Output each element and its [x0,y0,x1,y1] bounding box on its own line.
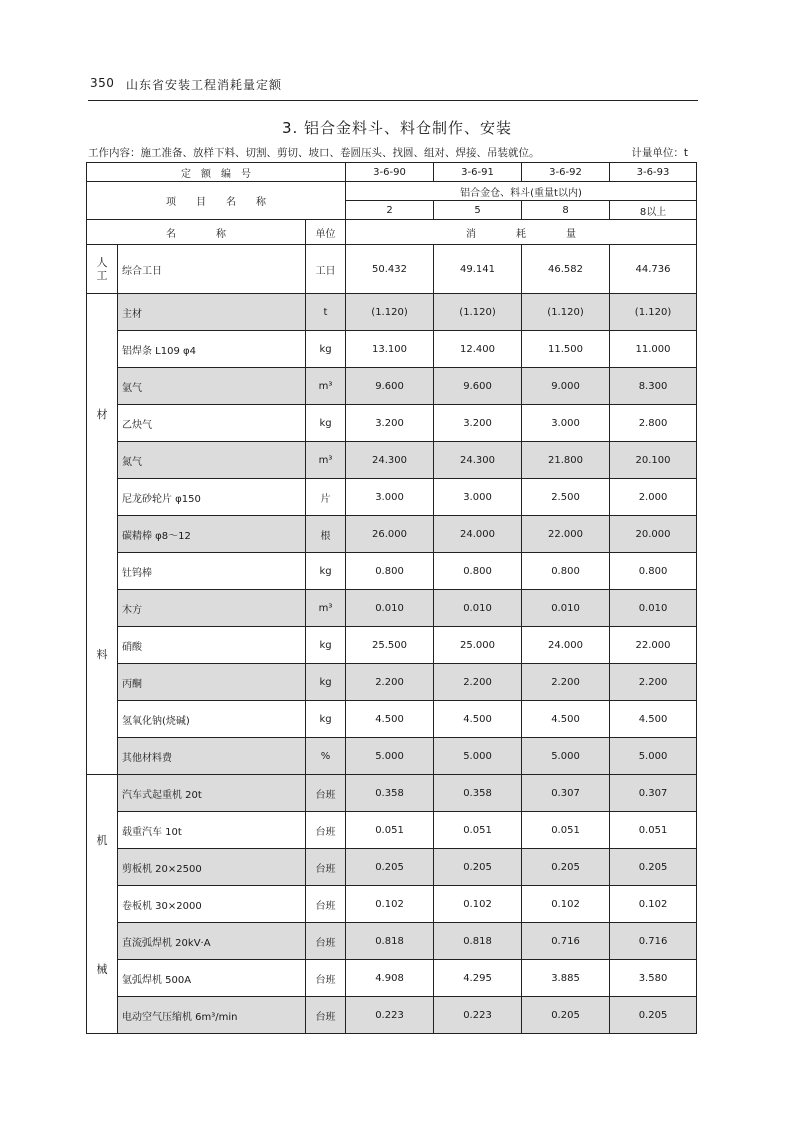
item-value: 0.818 [434,923,522,960]
item-value: 0.102 [346,886,434,923]
item-value: 0.800 [346,553,434,590]
item-value: 0.818 [346,923,434,960]
table-row [87,738,697,775]
quota-code-label: 定 额 编 号 [87,163,346,182]
item-value: 0.010 [522,590,610,627]
table-row [87,368,697,405]
item-value: 0.205 [522,997,610,1034]
item-unit: 根 [306,516,346,553]
item-value: 3.000 [522,405,610,442]
item-value: 13.100 [346,331,434,368]
item-value: 0.010 [610,590,697,627]
item-unit: kg [306,405,346,442]
item-unit: 台班 [306,849,346,886]
item-value: 49.141 [434,245,522,294]
item-value: 46.582 [522,245,610,294]
quota-code: 3-6-91 [434,163,522,182]
unit-header: 单位 [306,220,346,245]
item-name: 电动空气压缩机 6m³/min [118,997,306,1034]
item-name: 氩气 [118,368,306,405]
category-material [87,294,118,775]
item-value: 9.000 [522,368,610,405]
size-header: 8 [522,201,610,220]
item-value: 9.600 [434,368,522,405]
item-value: 2.200 [610,664,697,701]
group-header: 铝合金仓、料斗(重量t以内) [346,182,697,201]
item-name: 氩弧焊机 500A [118,960,306,997]
table-row [87,775,697,812]
item-value: 0.307 [610,775,697,812]
item-value: 3.885 [522,960,610,997]
size-header: 2 [346,201,434,220]
category-label: 料 [96,648,108,661]
item-unit: 工日 [306,245,346,294]
item-name: 乙炔气 [118,405,306,442]
item-value: 0.051 [522,812,610,849]
item-value: 0.223 [434,997,522,1034]
table-row [87,960,697,997]
table-row [87,812,697,849]
item-value: 5.000 [434,738,522,775]
item-value: 4.500 [610,701,697,738]
item-value: 0.205 [610,997,697,1034]
item-name: 碳精棒 φ8～12 [118,516,306,553]
category-label: 材 [96,408,108,421]
table-row [87,664,697,701]
item-value: 0.800 [522,553,610,590]
item-name: 其他材料费 [118,738,306,775]
name-header: 名 称 [87,220,306,245]
item-unit: kg [306,627,346,664]
item-value: 0.205 [522,849,610,886]
item-name: 载重汽车 10t [118,812,306,849]
item-value: (1.120) [522,294,610,331]
item-value: 9.600 [346,368,434,405]
table-row [87,405,697,442]
table-row [87,923,697,960]
item-value: 4.500 [522,701,610,738]
item-unit: 台班 [306,923,346,960]
item-value: 12.400 [434,331,522,368]
item-value: 25.500 [346,627,434,664]
item-name: 综合工日 [118,245,306,294]
page-number: 350 [90,76,115,90]
work-content: 工作内容：施工准备、放样下料、切割、剪切、坡口、卷圆压头、找圆、组对、焊接、吊装就位。 [88,147,540,159]
item-value: 0.102 [434,886,522,923]
item-unit: m³ [306,590,346,627]
item-unit: 台班 [306,775,346,812]
table-row [87,886,697,923]
table-row [87,331,697,368]
section-title: 3. 铝合金料斗、料仓制作、安装 [281,119,513,137]
item-value: 25.000 [434,627,522,664]
item-value: 3.000 [434,479,522,516]
work-content-line [88,145,698,160]
item-unit: kg [306,664,346,701]
item-name: 钍钨棒 [118,553,306,590]
item-value: 3.580 [610,960,697,997]
quota-code: 3-6-92 [522,163,610,182]
item-value: 0.102 [610,886,697,923]
item-value: 20.100 [610,442,697,479]
category-machine [87,775,118,1034]
item-value: 2.800 [610,405,697,442]
table-row [87,479,697,516]
item-value: 2.500 [522,479,610,516]
size-header: 5 [434,201,522,220]
item-value: 2.000 [610,479,697,516]
item-value: 3.000 [346,479,434,516]
category-labor [87,245,118,294]
item-value: 5.000 [522,738,610,775]
table-row [87,442,697,479]
table-row [87,553,697,590]
item-value: 22.000 [522,516,610,553]
item-name: 主材 [118,294,306,331]
item-value: 5.000 [346,738,434,775]
item-value: 24.300 [346,442,434,479]
item-name: 丙酮 [118,664,306,701]
item-value: 2.200 [346,664,434,701]
category-label: 机 [96,833,108,847]
item-unit: m³ [306,368,346,405]
item-name: 尼龙砂轮片 φ150 [118,479,306,516]
table-row [87,997,697,1034]
item-unit: % [306,738,346,775]
item-value: 0.051 [434,812,522,849]
item-value: 4.500 [434,701,522,738]
item-value: 8.300 [610,368,697,405]
item-value: 0.051 [346,812,434,849]
project-name-label: 项 目 名 称 [87,182,346,220]
item-name: 剪板机 20×2500 [118,849,306,886]
size-header: 8以上 [610,201,697,220]
item-value: 0.223 [346,997,434,1034]
item-value: 50.432 [346,245,434,294]
item-name: 直流弧焊机 20kV·A [118,923,306,960]
item-value: 3.200 [434,405,522,442]
item-value: 26.000 [346,516,434,553]
item-value: 0.800 [610,553,697,590]
item-value: 22.000 [610,627,697,664]
item-value: 0.051 [610,812,697,849]
item-value: 11.000 [610,331,697,368]
item-value: 0.358 [434,775,522,812]
item-value: (1.120) [434,294,522,331]
item-unit: 台班 [306,997,346,1034]
item-value: 3.200 [346,405,434,442]
item-value: 0.010 [346,590,434,627]
item-name: 木方 [118,590,306,627]
category-label: 人工 [96,255,108,282]
item-value: (1.120) [346,294,434,331]
item-unit: m³ [306,442,346,479]
item-value: 2.200 [434,664,522,701]
item-value: 0.205 [610,849,697,886]
item-value: 11.500 [522,331,610,368]
table-row [87,245,697,294]
item-name: 硝酸 [118,627,306,664]
item-value: 0.205 [434,849,522,886]
item-value: 21.800 [522,442,610,479]
quota-code: 3-6-93 [610,163,697,182]
table-row [87,701,697,738]
consumption-header: 消 耗 量 [346,220,697,245]
item-unit: 台班 [306,886,346,923]
item-value: 4.500 [346,701,434,738]
item-value: 24.300 [434,442,522,479]
item-value: 0.307 [522,775,610,812]
item-unit: kg [306,701,346,738]
item-name: 氮气 [118,442,306,479]
quota-code: 3-6-90 [346,163,434,182]
item-value: 0.102 [522,886,610,923]
table-row [87,590,697,627]
item-value: 0.358 [346,775,434,812]
table-row [87,627,697,664]
unit-label: 计量单位：t [631,147,688,159]
page-header [88,72,698,101]
item-unit: t [306,294,346,331]
item-value: 5.000 [610,738,697,775]
item-value: (1.120) [610,294,697,331]
item-value: 4.908 [346,960,434,997]
item-value: 4.295 [434,960,522,997]
item-unit: 片 [306,479,346,516]
item-name: 氢氧化钠(烧碱) [118,701,306,738]
item-value: 0.716 [610,923,697,960]
item-value: 20.000 [610,516,697,553]
item-name: 卷板机 30×2000 [118,886,306,923]
table-row [87,516,697,553]
table-row [87,294,697,331]
quota-table [86,162,697,1034]
item-unit: kg [306,331,346,368]
book-title: 山东省安装工程消耗量定额 [126,78,283,92]
category-label: 械 [96,962,108,976]
item-value: 44.736 [610,245,697,294]
table-row [87,849,697,886]
item-name: 铝焊条 L109 φ4 [118,331,306,368]
item-unit: 台班 [306,812,346,849]
item-value: 24.000 [434,516,522,553]
item-unit: kg [306,553,346,590]
item-value: 2.200 [522,664,610,701]
item-value: 0.010 [434,590,522,627]
item-value: 0.800 [434,553,522,590]
item-name: 汽车式起重机 20t [118,775,306,812]
item-unit: 台班 [306,960,346,997]
item-value: 0.716 [522,923,610,960]
item-value: 24.000 [522,627,610,664]
item-value: 0.205 [346,849,434,886]
